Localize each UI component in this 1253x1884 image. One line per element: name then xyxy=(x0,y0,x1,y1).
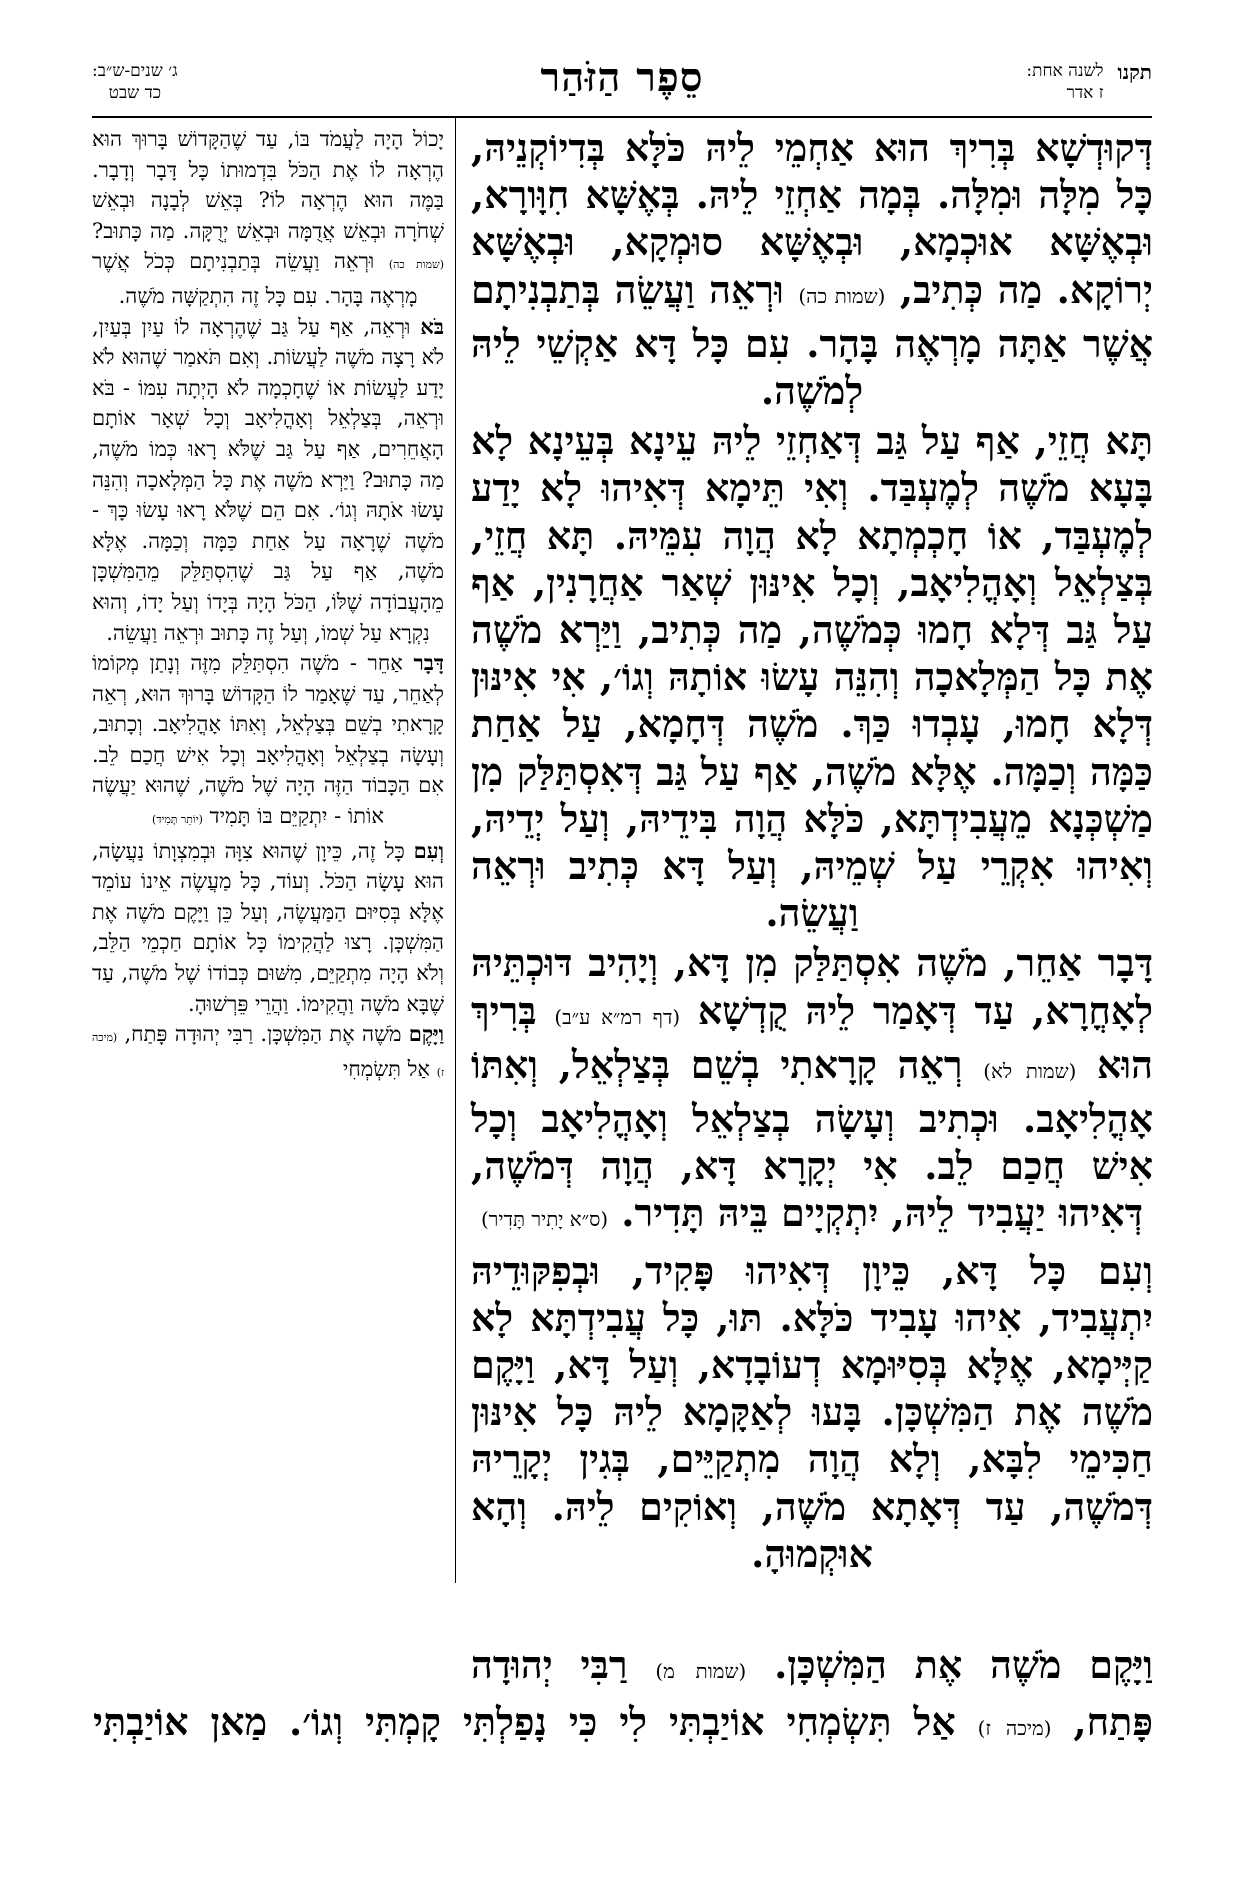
translation-paragraph-2 xyxy=(92,312,444,649)
opening-word: דָּבָר xyxy=(413,650,444,676)
translation-text: וּרְאֵה, אַף עַל גַּב שֶׁהֶרְאָה לוֹ עַיִן בְּעַיִן, לֹא רָצָה מֹשֶׁה לַעֲשׂוֹת. וְאִם תֹּאמַר שֶׁהוּא לֹא יָדַע לַעֲשׂוֹת אוֹ שֶׁחָכְמָה לֹא הָיְתָה עִמּוֹ - בֹּא וּרְאֵה, בְּצַלְאֵל וְאָהֳלִיאָב וְכָל שְׁאָר אוֹתָם הָאֲחֵרִים, אַף עַל גַּב שֶׁלֹּא רָאוּ כְּמוֹ מֹשֶׁה, מַה כָּתוּב? וַיַּרְא מֹשֶׁה אֶת כָּל הַמְּלָאכָה וְהִנֵּה עָשׂוּ אֹתָהּ וְגוֹ׳. אִם הֵם שֶׁלֹּא רָאוּ עָשׂוּ כָּךְ - מֹשֶׁה שֶׁרָאָה עַל אַחַת כַּמָּה וְכַמָּה. אֶלָּא מֹשֶׁה, אַף עַל גַּב שֶׁהִסְתַּלֵּק מֵהַמִּשְׁכָּן מֵהָעֲבוֹדָה שֶׁלּוֹ, הַכֹּל הָיָה בְּיָדוֹ וְעַל יָדוֹ, וְהוּא נִקְרָא עַל שְׁמוֹ, וְעַל זֶה כָּתוּב וּרְאֵה וַעֲשֵׂה. xyxy=(92,314,444,645)
aramaic-column xyxy=(471,124,1153,1580)
verse-reference: (שמות לא) xyxy=(983,1059,1077,1083)
aramaic-text: רַבִּי יְהוּדָה xyxy=(471,1642,628,1687)
translation-text: אַחֵר - מֹשֶׁה הִסְתַּלֵּק מִזֶּה וְנָתַן מְקוֹמוֹ לְאַחֵר, עַד שֶׁאָמַר לוֹ הַקָּדוֹשׁ בָּרוּךְ הוּא, רְאֵה קָרָאתִי בְשֵׁם בְּצַלְאֵל, וְאִתּוֹ אָהֳלִיאָב. וְכָתוּב, וְעָשָׂה בְצַלְאֵל וְאָהֳלִיאָב וְכָל אִישׁ חֲכַם לֵב. אִם הַכָּבוֹד הַזֶּה הָיָה שֶׁל מֹשֶׁה, שֶׁהוּא יַעֲשֶׂה אוֹתוֹ - יִתְקַיֵּם בּוֹ תָּמִיד xyxy=(92,651,444,829)
aramaic-text: פָּתַח, xyxy=(1073,1699,1153,1744)
variant-reading: (ס״א יָתִיר תָּדִיר) xyxy=(480,1208,609,1232)
aramaic-text: תָּא חֲזֵי, אַף עַל גַּב דְּאַחְזֵי לֵיהּ עֵינָא בְּעֵינָא לָא בָּעָא מֹשֶׁה לְמֶעְבַּד. וְאִי תֵּימָא דְּאִיהוּ לָא יָדַע לְמֶעְבַּד, אוֹ חָכְמְתָא לָא הֲוָה עִמֵּיהּ. תָּא חֲזֵי, בְּצַלְאֵל וְאָהֳלִיאָב, וְכָל אִינּוּן שְׁאַר אַחֲרָנִין, אַף עַל גַּב דְּלָא חָמוּ כְּמֹשֶׁה, מַה כְּתִיב, וַיַּרְא מֹשֶׁה אֶת כָּל הַמְּלָאכָה וְהִנֵּה עָשׂוּ אוֹתָהּ וְגוֹ׳, אִי אִינּוּן דְּלָא חָמוּ, עָבְדוּ כַּךְ. מֹשֶׁה דְּחָמָא, עַל אַחַת כַּמָּה וְכַמָּה. אֶלָּא מֹשֶׁה, אַף עַל גַּב דְּאִסְתַּלַּק מִן מַשְׁכְּנָא מֵעֲבִידְתָּא, כֹּלָּא הֲוָה בִּידֵיהּ, וְעַל יְדֵיהּ, וְאִיהוּ אִקְרֵי עַל שְׁמֵיהּ, וְעַל דָּא כְּתִיב וּרְאֵה וַעֲשֵׂה. xyxy=(471,418,1153,936)
bottom-full-width-text xyxy=(93,1640,1153,1754)
header-rule xyxy=(92,116,1152,118)
opening-word: בֹּא xyxy=(420,313,444,339)
translation-text: יָכוֹל הָיָה לַעֲמֹד בּוֹ, עַד שֶׁהַקָּדוֹשׁ בָּרוּךְ הוּא הֶרְאָה לוֹ אֶת הַכֹּל בִּדְמוּתוֹ כָּל דָּבָר וְדָבָר. בַּמֶּה הוּא הֶרְאָה לוֹ? בְּאֵשׁ לְבָנָה וּבְאֵשׁ שְׁחֹרָה וּבְאֵשׁ אֲדֻמָּה וּבְאֵשׁ יְרֻקָּה. מַה כָּתוּב? xyxy=(92,127,444,243)
three-year-date: כד שבט xyxy=(108,83,162,103)
verse-reference: (מיכה ז) xyxy=(977,1717,1052,1740)
bottom-line-1-inner xyxy=(471,1640,1153,1697)
three-year-schedule xyxy=(92,60,178,104)
column-divider xyxy=(455,118,456,1583)
verse-reference: (מיכה ז) xyxy=(92,1031,444,1079)
translation-text: מֹשֶׁה אֶת הַמִּשְׁכָּן. רַבִּי יְהוּדָה פָּתַח, xyxy=(124,1022,402,1047)
translation-paragraph-3 xyxy=(92,648,444,836)
opening-word: וַיָּקֶם xyxy=(408,1021,444,1047)
opening-word: וְעִם xyxy=(413,837,444,863)
translation-text: כָּל זֶה, כֵּיוָן שֶׁהוּא צִוָּה וּבְמִצְוָתוֹ נַעֲשָׂה, הוּא עָשָׂה הַכֹּל. וְעוֹד, כָּל מַעֲשֶׂה אֵינוֹ עוֹמֵד אֶלָּא בְּסִיּוּם הַמַּעֲשֶׂה, וְעַל כֵּן וַיָּקֶם מֹשֶׁה אֶת הַמִּשְׁכָּן. רָצוּ לַהֲקִימוֹ כָּל אוֹתָם חַכְמֵי הַלֵּב, וְלֹא הָיָה מִתְקַיֵּם, מִשּׁוּם כְּבוֹדוֹ שֶׁל מֹשֶׁה, עַד שֶׁבָּא מֹשֶׁה וַהֲקִימוֹ. וַהֲרֵי פֵּרְשׁוּהָ. xyxy=(92,838,444,1016)
hebrew-translation-column xyxy=(92,124,444,1088)
aramaic-text: דָּבָר אַחֵר, מֹשֶׁה אִסְתַּלַּק מִן דָּא, וְיָהִיב דּוּכְתֵּיהּ לְאָחֳרָא, עַד דְּאָמַר לֵיהּ קֻדְשָׁא xyxy=(471,940,1153,1033)
aramaic-paragraph-2 xyxy=(471,417,1153,936)
verse-reference: (שמות כה) xyxy=(388,258,444,272)
aramaic-text: אַל תִּשְׂמְחִי אוֹיַבְתִּי לִי כִּי נָפַלְתִּי קָמְתִּי וְגוֹ׳. מַאן אוֹיַבְתִּי xyxy=(93,1699,956,1744)
aramaic-paragraph-1 xyxy=(471,124,1153,414)
bottom-line-1 xyxy=(93,1640,1153,1697)
translation-paragraph-5 xyxy=(92,1019,444,1088)
page-header xyxy=(92,54,1152,116)
aramaic-text: וַיָּקֶם מֹשֶׁה אֶת הַמִּשְׁכָּן. xyxy=(774,1642,1154,1687)
aramaic-text: בְּרִיךְ הוּא xyxy=(471,987,1154,1087)
aramaic-text: רְאֵה קָרָאתִי בְשֵׁם בְּצַלְאֵל, וְאִתּוֹ אָהֳלִיאָב. וּכְתִיב וְעָשָׂה בְצַלְאֵל וְאָהֳלִיאָב וְכָל אִישׁ חֲכַם לֵב. אִי יְקָרָא דָּא, הֲוָה דְּמֹשֶׁה, דְּאִיהוּ יַעֲבִיד לֵיהּ, יִתְקְיָים בֵּיהּ תָּדִיר. xyxy=(471,1041,1153,1236)
translation-paragraph-1 xyxy=(92,124,444,312)
aramaic-text: וּרְאֵה וַעֲשֵׂה בְּתַבְנִיתָם אֲשֶׁר אַתָּה מָרְאֶה בָּהָר. עִם כָּל דָּא אַקְשֵׁי לֵיהּ לְמֹשֶׁה. xyxy=(471,266,1153,414)
bottom-line-2 xyxy=(93,1697,1153,1754)
one-year-date: ז אדר xyxy=(1066,83,1104,103)
aramaic-text: וְעִם כָּל דָּא, כֵּיוָן דְּאִיהוּ פָּקִיד, וּבְפִקּוּדֵיהּ יִתְעֲבִיד, אִיהוּ עָבִיד כֹּלָּא. תּוּ, כָּל עֲבִידְתָּא לָא קַיְּימָא, אֶלָּא בְּסִיּוּמָא דְעוֹבָדָא, וְעַל דָּא, וַיָּקֶם מֹשֶׁה אֶת הַמִּשְׁכָּן. בָּעוּ לְאַקָּמָא לֵיהּ כָּל אִינּוּן חַכִּימֵי לִבָּא, וְלָא הֲוָה מִתְקַיֵּים, בְּגִין יְקָרֵיהּ דְּמֹשֶׁה, עַד דְּאָתָא מֹשֶׁה, וְאוֹקִים לֵיהּ. וְהָא אוּקְמוּהָ. xyxy=(471,1247,1153,1576)
aramaic-text: דְּקוּדְשָׁא בְּרִיךְ הוּא אַחְמֵי לֵיהּ כֹּלָּא בְּדִיוֹקְנֵיהּ, כָּל מִלָּה וּמִלָּה. בְּמָה אַחְזֵי לֵיהּ. בְּאֶשָּׁא חִוָּורָא, וּבְאֶשָּׁא אוּכְמָא, וּבְאֶשָּׁא סוּמְקָא, וּבְאֶשָּׁא יְרוֹקָא. מַה כְּתִיב, xyxy=(471,125,1154,312)
three-year-label: ג׳ שנים-ש״ב: xyxy=(92,61,178,81)
translation-text: אַל תִּשְׂמְחִי xyxy=(342,1056,431,1081)
one-year-label: לשנה אחת: xyxy=(1026,61,1104,81)
aramaic-paragraph-3 xyxy=(471,939,1153,1243)
verse-reference: (שמות מ) xyxy=(655,1660,747,1683)
aramaic-paragraph-4 xyxy=(471,1247,1153,1577)
translation-text: וּרְאֵה וַעֲשֵׂה בְּתַבְנִיתָם כְּכֹל אֲשֶׁר מָרְאֶה בָּהָר. עִם כָּל זֶה הִתְקַשָּׁה מֹשֶׁה. xyxy=(92,249,418,308)
verse-reference: (שמות כה) xyxy=(798,284,886,308)
book-title: סֵפֶר הַזֹּהַר xyxy=(540,54,704,101)
translation-paragraph-4 xyxy=(92,836,444,1020)
variant-reading: (יוֹתֵר תָּמִיד) xyxy=(151,813,203,827)
tikuno-label: תקנו xyxy=(1117,60,1152,84)
folio-reference: (דף רמ״א ע״ב) xyxy=(554,1005,681,1029)
